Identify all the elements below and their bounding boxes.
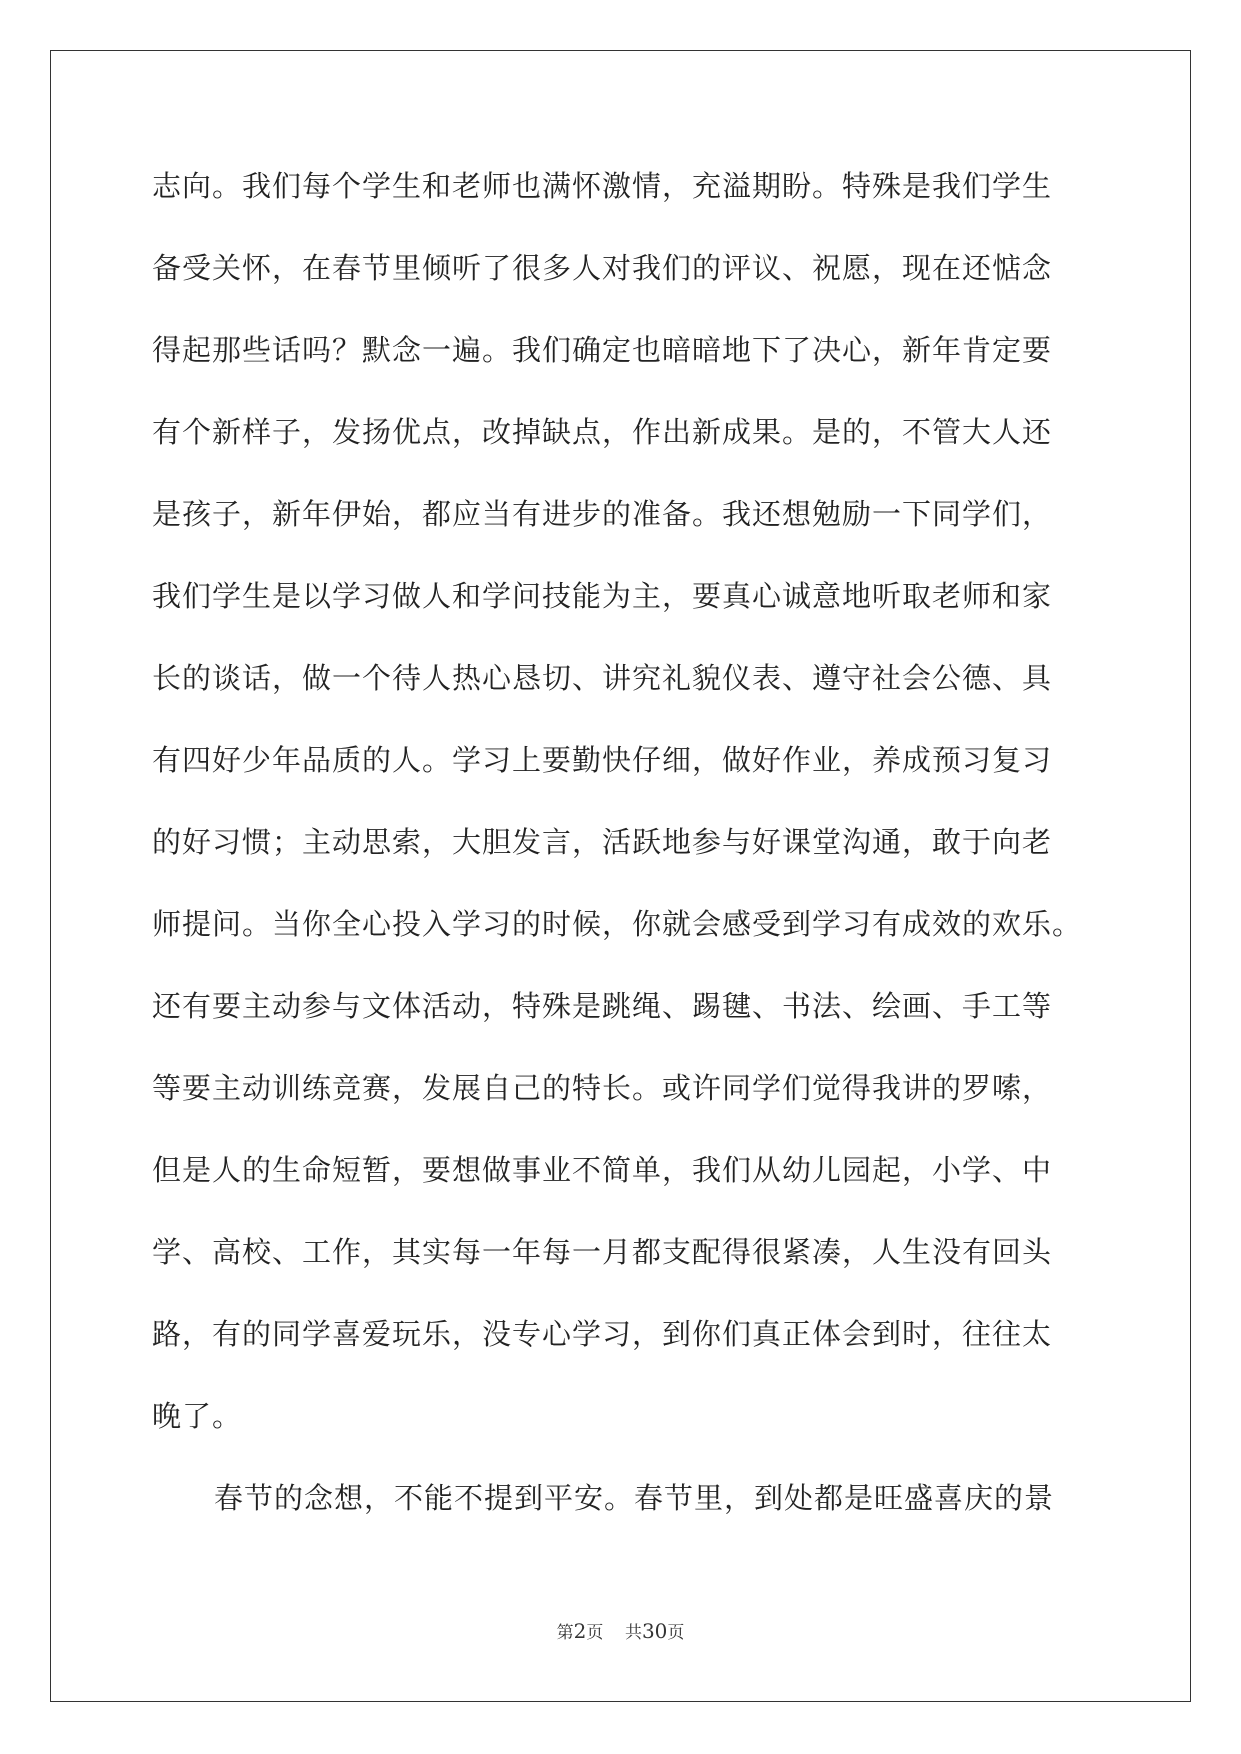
page-suffix: 页 [586,1623,604,1643]
total-pages: 30 [641,1619,668,1643]
text-line-2: 备受关怀，在春节里倾听了很多人对我们的评议、祝愿，现在还惦念 [152,251,1053,285]
text-line-3: 得起那些话吗？默念一遍。我们确定也暗暗地下了决心，新年肯定要 [152,333,1053,367]
text-line-5: 是孩子，新年伊始，都应当有进步的准备。我还想勉励一下同学们， [152,497,1053,531]
text-line-14: 学、高校、工作，其实每一年每一月都支配得很紧凑，人生没有回头 [152,1235,1053,1269]
text-line-10: 师提问。当你全心投入学习的时候，你就会感受到学习有成效的欢乐。 [152,907,1083,941]
text-line-1: 志向。我们每个学生和老师也满怀激情，充溢期盼。特殊是我们学生 [152,169,1053,203]
text-line-7: 长的谈话，做一个待人热心恳切、讲究礼貌仪表、遵守社会公德、具 [152,661,1053,695]
total-suffix: 页 [667,1623,685,1643]
total-prefix: 共 [624,1623,642,1643]
text-line-17-paragraph-start: 春节的念想，不能不提到平安。春节里，到处都是旺盛喜庆的景 [214,1481,1055,1515]
text-line-9: 的好习惯；主动思索，大胆发言，活跃地参与好课堂沟通，敢于向老 [152,825,1053,859]
text-line-12: 等要主动训练竞赛，发展自己的特长。或许同学们觉得我讲的罗嗦， [152,1071,1053,1105]
text-line-16: 晚了。 [152,1399,243,1433]
text-line-15: 路，有的同学喜爱玩乐，没专心学习，到你们真正体会到时，往往太 [152,1317,1053,1351]
body-text [152,163,1092,1557]
page-number: 2 [573,1619,587,1643]
text-line-11: 还有要主动参与文体活动，特殊是跳绳、踢毽、书法、绘画、手工等 [152,989,1053,1023]
page-prefix: 第 [556,1623,574,1643]
text-line-4: 有个新样子，发扬优点，改掉缺点，作出新成果。是的，不管大人还 [152,415,1053,449]
text-line-13: 但是人的生命短暂，要想做事业不简单，我们从幼儿园起，小学、中 [152,1153,1053,1187]
page-footer [0,1618,1241,1643]
text-line-8: 有四好少年品质的人。学习上要勤快仔细，做好作业，养成预习复习 [152,743,1053,777]
text-line-6: 我们学生是以学习做人和学问技能为主，要真心诚意地听取老师和家 [152,579,1053,613]
